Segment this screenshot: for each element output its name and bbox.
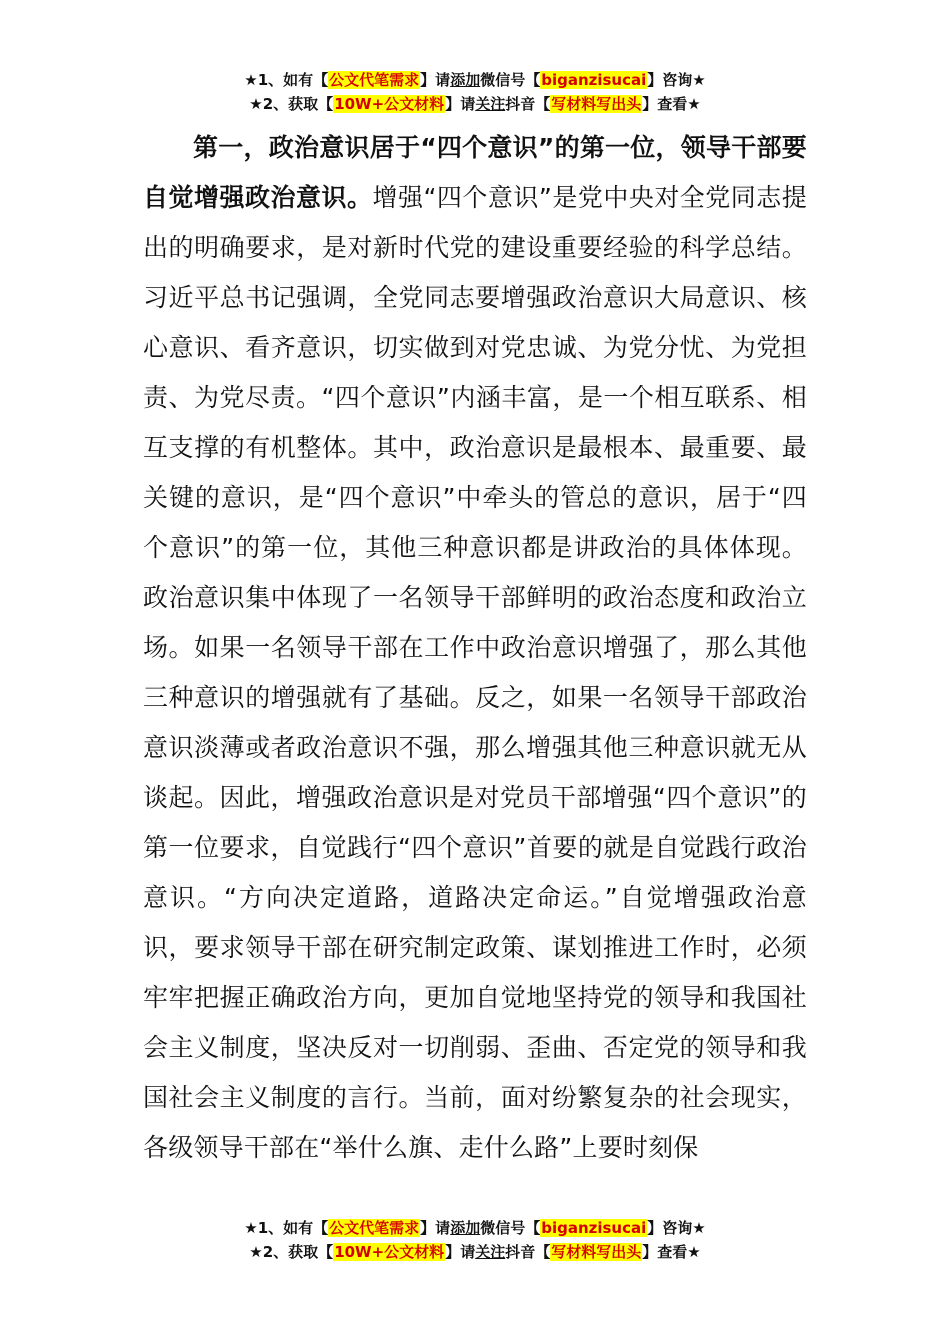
promo-line-2-suffix: 】查看★ xyxy=(642,95,701,113)
article-body-text: 增强“四个意识”是党中央对全党同志提出的明确要求，是对新时代党的建设重要经验的科学总结。习近平总书记强调，全党同志要增强政治意识大局意识、核心意识、看齐意识，切实做到对党忠诚、为党分忧、为党担责、为党尽责。“四个意识”内涵丰富，是一个相互联系、相互支撑的有机整体。其中，政治意识是最根本、最重要、最关键的意识，是“四个意识”中牵头的管总的意识，居于“四个意识”的第一位，其他三种意识都是讲政治的具体体现。政治意识集中体现了一名领导干部鲜明的政治态度和政治立场。如果一名领导干部在工作中政治意识增强了，那么其他三种意识的增强就有了基础。反之，如果一名领导干部政治意识淡薄或者政治意识不强，那么增强其他三种意识就无从谈起。因此，增强政治意识是对党员干部增强“四个意识”的第一位要求，自觉践行“四个意识”首要的就是自觉践行政治意识。“方向决定道路，道路决定命运。”自觉增强政治意识，要求领导干部在研究制定政策、谋划推进工作时，必须牢牢把握正确政治方向，更加自觉地坚持党的领导和我国社会主义制度，坚决反对一切削弱、歪曲、否定党的领导和我国社会主义制度的言行。当前，面对纷繁复杂的社会现实，各级领导干部在“举什么旗、走什么路”上要时刻保 xyxy=(143,183,807,1162)
promo-banner-top xyxy=(0,68,950,116)
promo-line-1 xyxy=(0,68,950,92)
promo-line-2 xyxy=(0,1240,950,1264)
promo-line-2-suffix: 】查看★ xyxy=(642,1243,701,1261)
promo-highlight-materials: 10W+公文材料 xyxy=(334,95,445,113)
promo-line-1-mid2: 微信号【 xyxy=(480,71,541,89)
promo-line-2-prefix: ★2、获取【 xyxy=(249,1243,334,1261)
promo-line-1 xyxy=(0,1216,950,1240)
promo-highlight-wechat-id: biganzisucai xyxy=(541,1219,647,1237)
promo-underlined-follow: 关注 xyxy=(475,1243,506,1261)
article-lead-sentence: 第一，政治意识居于“四个意识”的第一位，领导干部要自觉增强政治意识。 xyxy=(143,133,807,212)
article-paragraph xyxy=(143,123,807,1173)
article-body xyxy=(143,123,807,1173)
promo-line-1-suffix: 】咨询★ xyxy=(647,71,706,89)
promo-highlight-ghostwriting: 公文代笔需求 xyxy=(329,71,420,89)
promo-line-1-mid: 】请 xyxy=(420,1219,451,1237)
promo-line-1-mid: 】请 xyxy=(420,71,451,89)
promo-highlight-douyin: 写材料写出头 xyxy=(551,95,642,113)
promo-line-1-prefix: ★1、如有【 xyxy=(244,71,329,89)
promo-line-2 xyxy=(0,92,950,116)
promo-line-2-mid2: 抖音【 xyxy=(505,95,551,113)
promo-underlined-follow: 关注 xyxy=(475,95,506,113)
promo-highlight-ghostwriting: 公文代笔需求 xyxy=(329,1219,420,1237)
promo-line-2-prefix: ★2、获取【 xyxy=(249,95,334,113)
promo-line-2-mid: 】请 xyxy=(445,1243,476,1261)
promo-line-2-mid: 】请 xyxy=(445,95,476,113)
promo-line-1-prefix: ★1、如有【 xyxy=(244,1219,329,1237)
promo-underlined-add: 添加 xyxy=(450,71,481,89)
promo-highlight-materials: 10W+公文材料 xyxy=(334,1243,445,1261)
promo-line-2-mid2: 抖音【 xyxy=(505,1243,551,1261)
promo-line-1-suffix: 】咨询★ xyxy=(647,1219,706,1237)
promo-line-1-mid2: 微信号【 xyxy=(480,1219,541,1237)
promo-highlight-wechat-id: biganzisucai xyxy=(541,71,647,89)
promo-banner-bottom xyxy=(0,1216,950,1264)
promo-underlined-add: 添加 xyxy=(450,1219,481,1237)
promo-highlight-douyin: 写材料写出头 xyxy=(551,1243,642,1261)
